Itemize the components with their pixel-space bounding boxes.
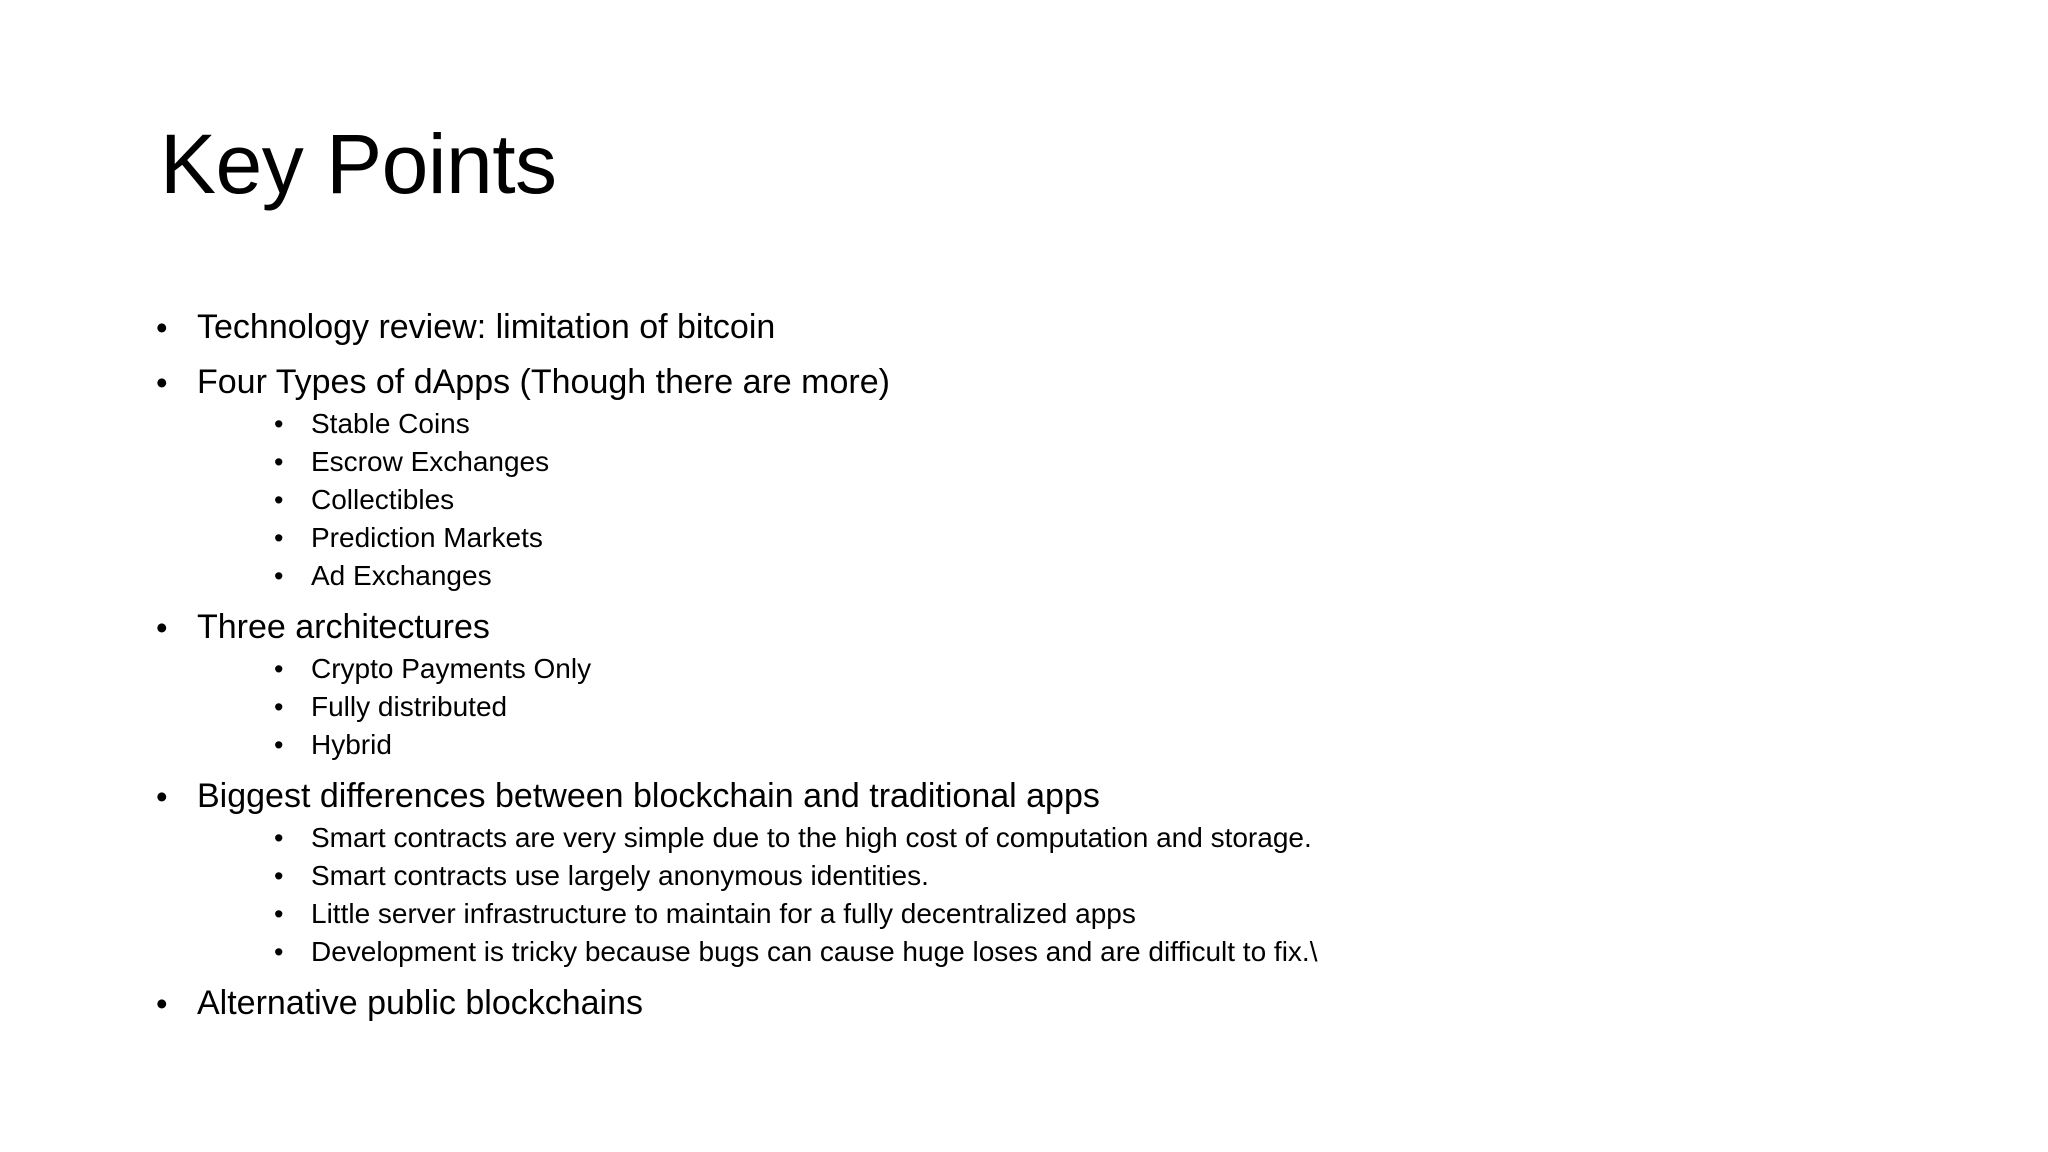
sub-bullet-text: Hybrid (311, 729, 392, 760)
sub-bullet-icon: • (274, 485, 284, 515)
sub-bullet-icon: • (274, 409, 284, 439)
sub-bullet-text: Stable Coins (311, 408, 470, 439)
slide-body (156, 305, 1916, 1026)
bullet-text: Three architectures (197, 608, 490, 646)
sub-bullet-icon: • (274, 937, 284, 967)
sub-bullet-item (274, 519, 1916, 557)
slide-title: Key Points (160, 117, 557, 211)
sub-bullet-icon: • (274, 654, 284, 684)
bullet-text: Four Types of dApps (Though there are more) (197, 363, 890, 401)
sub-bullet-list (197, 819, 1916, 971)
sub-bullet-item (274, 819, 1916, 857)
sub-bullet-icon: • (274, 730, 284, 760)
bullet-item (156, 774, 1916, 971)
sub-bullet-item (274, 726, 1916, 764)
sub-bullet-item (274, 857, 1916, 895)
sub-bullet-icon: • (274, 823, 284, 853)
sub-bullet-item (274, 557, 1916, 595)
bullet-icon: • (156, 364, 168, 401)
sub-bullet-text: Smart contracts are very simple due to the high cost of computation and storage. (311, 822, 1312, 853)
sub-bullet-text: Fully distributed (311, 691, 508, 722)
sub-bullet-icon: • (274, 561, 284, 591)
bullet-item (156, 981, 1916, 1026)
bullet-text: Biggest differences between blockchain and traditional apps (197, 777, 1100, 815)
bullet-icon: • (156, 778, 168, 815)
sub-bullet-list (197, 405, 1916, 595)
sub-bullet-text: Little server infrastructure to maintain for a fully decentralized apps (311, 898, 1136, 929)
bullet-icon: • (156, 985, 168, 1022)
sub-bullet-icon: • (274, 523, 284, 553)
sub-bullet-icon: • (274, 861, 284, 891)
sub-bullet-text: Crypto Payments Only (311, 653, 592, 684)
sub-bullet-text: Prediction Markets (311, 522, 543, 553)
sub-bullet-item (274, 688, 1916, 726)
sub-bullet-item (274, 895, 1916, 933)
bullet-text: Technology review: limitation of bitcoin (197, 308, 776, 346)
sub-bullet-icon: • (274, 447, 284, 477)
sub-bullet-icon: • (274, 899, 284, 929)
sub-bullet-text: Development is tricky because bugs can cause huge loses and are difficult to fix.\ (311, 936, 1318, 967)
sub-bullet-icon: • (274, 692, 284, 722)
sub-bullet-text: Collectibles (311, 484, 455, 515)
key-points-list (156, 305, 1916, 1026)
bullet-icon: • (156, 309, 168, 346)
bullet-item (156, 605, 1916, 764)
sub-bullet-text: Smart contracts use largely anonymous identities. (311, 860, 929, 891)
sub-bullet-item (274, 405, 1916, 443)
bullet-icon: • (156, 609, 168, 646)
bullet-text: Alternative public blockchains (197, 984, 644, 1022)
sub-bullet-item (274, 650, 1916, 688)
sub-bullet-item (274, 933, 1916, 971)
sub-bullet-text: Ad Exchanges (311, 560, 492, 591)
bullet-item (156, 305, 1916, 350)
sub-bullet-item (274, 481, 1916, 519)
bullet-item (156, 360, 1916, 595)
sub-bullet-item (274, 443, 1916, 481)
sub-bullet-text: Escrow Exchanges (311, 446, 550, 477)
sub-bullet-list (197, 650, 1916, 764)
